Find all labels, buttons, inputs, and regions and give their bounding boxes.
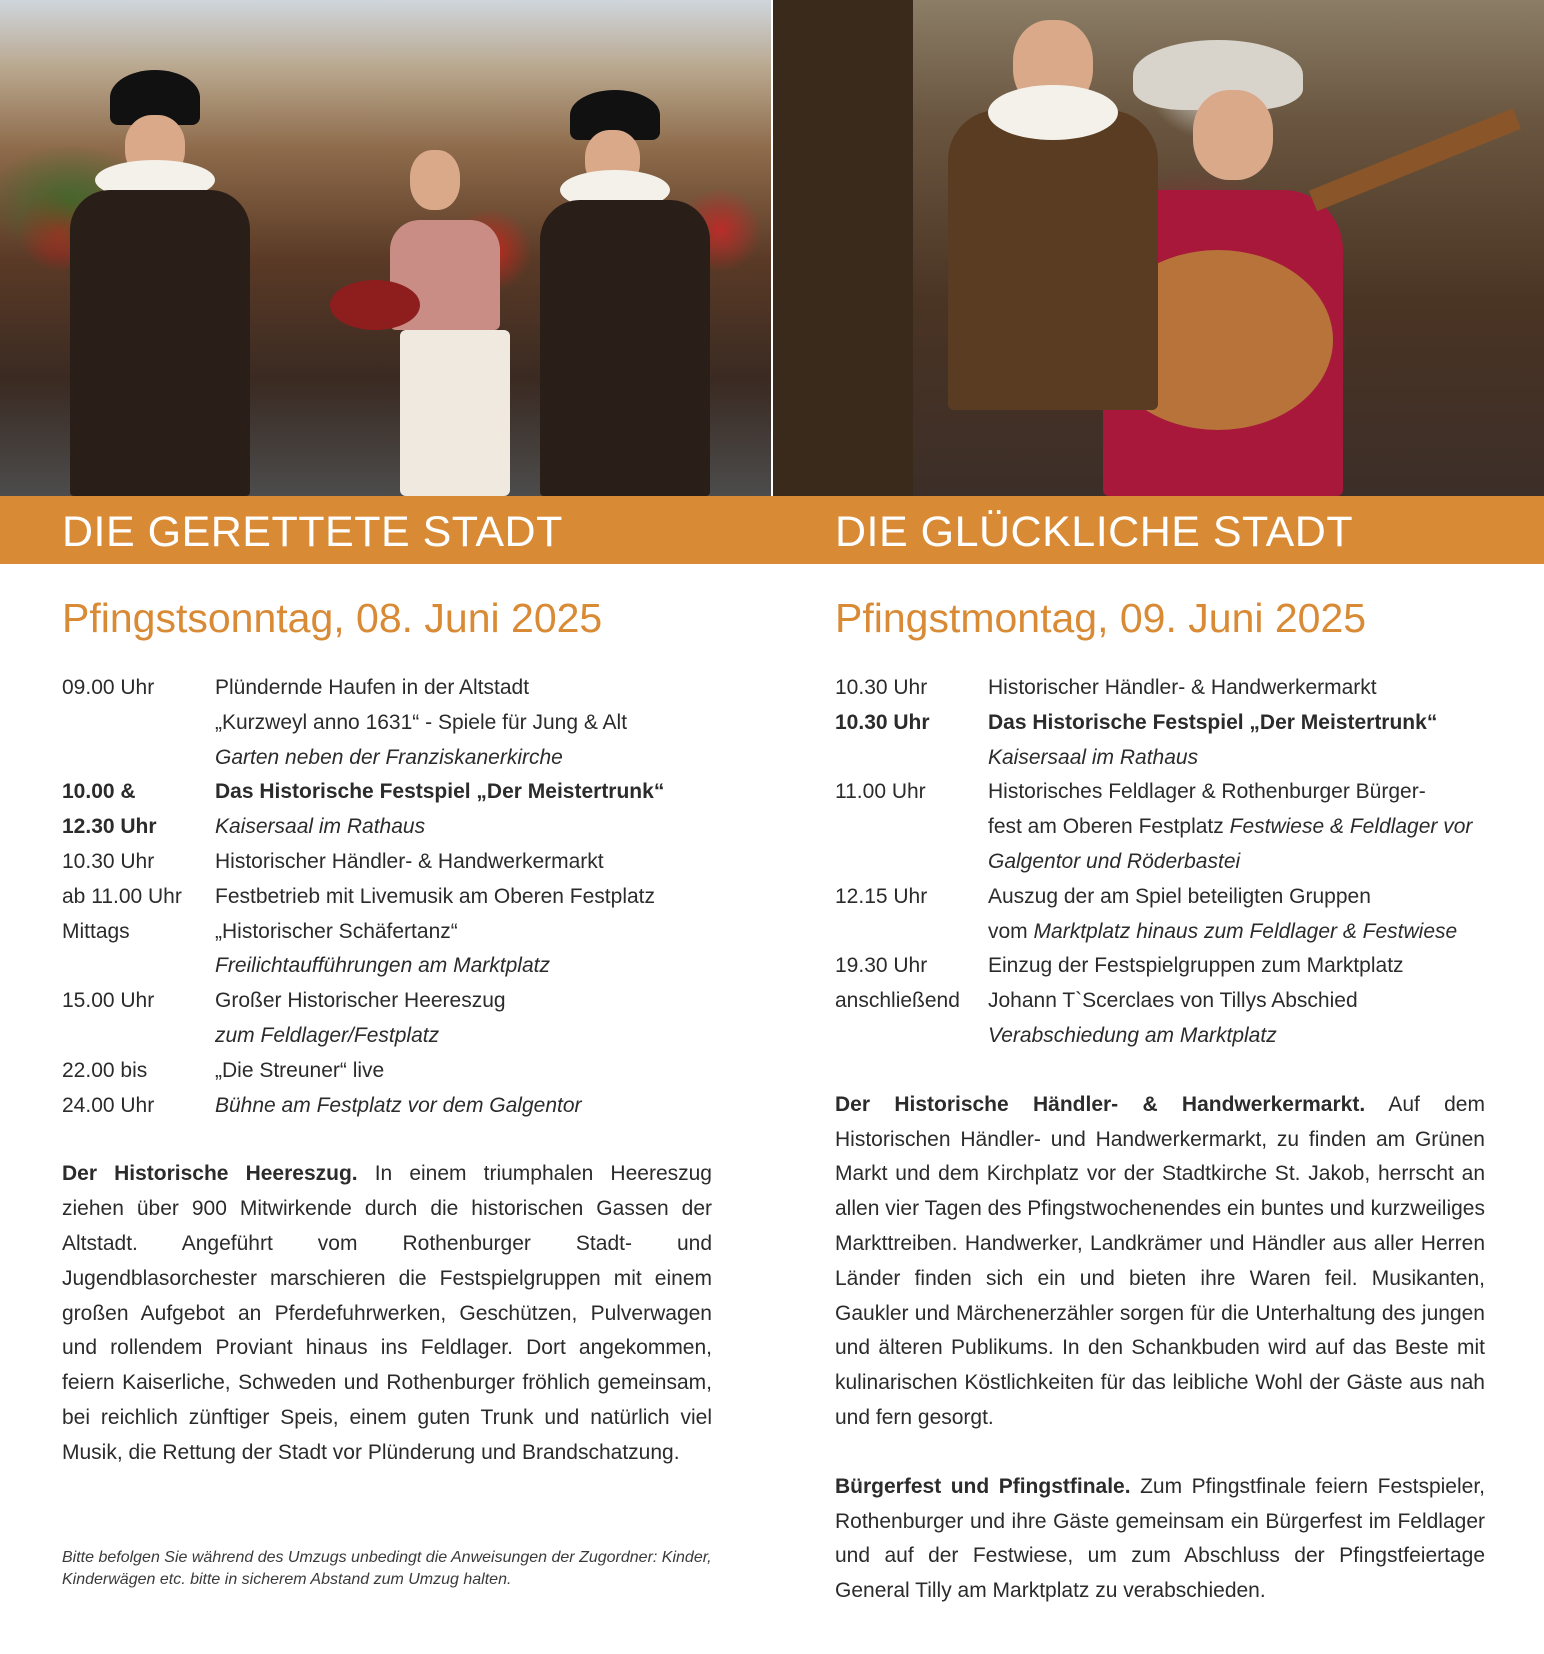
schedule-description [215,949,712,984]
paragraph-heereszug [62,1157,712,1470]
schedule-description-location: Marktplatz hinaus zum Feldlager & Festwiese [1033,919,1458,943]
schedule-description-text: Historischer Händler- & Handwerkermarkt [988,676,1377,699]
paragraph-lead: Bürgerfest und Pfingstfinale. [835,1474,1131,1498]
schedule-time: 10.30 Uhr [62,849,155,873]
photo-lute-player [773,0,1544,496]
schedule-description [215,880,712,915]
schedule-description [988,671,1485,706]
schedule-time: 10.00 & [62,780,136,804]
schedule-time: 15.00 Uhr [62,989,155,1013]
schedule-row [835,810,1485,845]
schedule-description [988,775,1485,810]
schedule-description-text: Kaisersaal im Rathaus [988,745,1199,769]
schedule-row [835,706,1485,741]
schedule-time: 10.30 Uhr [835,676,928,699]
schedule-description [215,810,712,845]
schedule-description-text: Das Historische Festspiel „Der Meistertrunk“ [215,780,665,804]
schedule-time [835,741,988,776]
schedule-description [988,741,1485,776]
schedule-time: 09.00 Uhr [62,676,155,699]
schedule-description-text: Auszug der am Spiel beteiligten Gruppen [988,884,1371,908]
schedule-description-text: „Kurzweyl anno 1631“ - Spiele für Jung & Alt [215,710,628,734]
schedule-time: anschließend [835,989,960,1013]
schedule-row [62,706,712,741]
schedule-time: 19.30 Uhr [835,954,928,978]
date-heading-sunday: Pfingstsonntag, 08. Juni 2025 [62,595,603,641]
schedule-description [215,1089,712,1124]
schedule-time: 11.00 Uhr [835,780,926,804]
schedule-description [988,845,1485,880]
schedule-description-text: Das Historische Festspiel „Der Meistertrunk“ [988,710,1438,734]
paragraph-text: Zum Pfingstfinale feiern Festspieler, Rothenburger und ihre Gäste gemeinsam ein Bürgerfest im Feldlager und auf der Festwiese, um zum Abschluss der Pfingstfeiertage General Tilly am Marktplatz zu verabschieden. [835,1474,1485,1603]
schedule-description [215,1019,712,1054]
schedule-row [835,1019,1485,1054]
schedule-monday [835,671,1485,1054]
safety-note: Bitte befolgen Sie während des Umzugs unbedingt die Anweisungen der Zugordner: Kinder, Kinderwägen etc. bitte in sicherem Abstand zum Umzug halten. [62,1549,712,1588]
schedule-description-text: zum Feldlager/Festplatz [215,1023,440,1047]
schedule-description-text: Verabschiedung am Marktplatz [988,1023,1277,1047]
schedule-description [215,741,712,776]
schedule-row [62,949,712,984]
schedule-row [62,1054,712,1089]
schedule-description-text: Johann T`Scerclaes von Tillys Abschied [988,989,1358,1013]
schedule-description [988,810,1485,845]
schedule-row [835,880,1485,915]
schedule-description [215,845,712,880]
schedule-description-text: Plündernde Haufen in der Altstadt [215,676,530,699]
schedule-description [215,915,712,950]
schedule-row [62,810,712,845]
schedule-description-location: Festwiese & Feldlager vor [1229,815,1473,839]
schedule-row [62,741,712,776]
schedule-description-text: Bühne am Festplatz vor dem Galgentor [215,1093,582,1117]
schedule-row [62,775,712,810]
schedule-description [988,984,1485,1019]
schedule-time [835,810,988,845]
schedule-description-text: Galgentor und Röderbastei [988,849,1241,873]
schedule-row [835,671,1485,706]
schedule-description [988,706,1485,741]
schedule-row [835,915,1485,950]
paragraph-text: Auf dem Historischen Händler- und Handwerkermarkt, zu finden am Grünen Markt und dem Kirchplatz vor der Stadtkirche St. Jakob, herrscht an allen vier Tagen des Pfingstwochenendes ein buntes und kurzweiliges Markttreiben. Handwerker, Landkrämer und Händler aus aller Herren Länder finden sich ein und bieten ihre Waren feil. Musikanten, Gaukler und Märchenerzähler sorgen für die Unterhaltung des jungen und älteren Publikums. In den Schankbuden wird auf das Beste mit kulinarischen Köstlichkeiten für das leibliche Wohl der Gäste aus nah und fern gesorgt. [835,1092,1485,1429]
schedule-time: 12.30 Uhr [62,815,157,839]
schedule-time: Mittags [62,919,130,943]
schedule-row [62,671,712,706]
schedule-description-text: Kaisersaal im Rathaus [215,815,426,839]
date-heading-monday: Pfingstmontag, 09. Juni 2025 [835,595,1367,641]
schedule-description-text: fest am Oberen Festplatz [988,815,1224,839]
schedule-description-text: Festbetrieb mit Livemusik am Oberen Festplatz [215,884,655,908]
schedule-time: 12.15 Uhr [835,884,928,908]
schedule-description [988,915,1485,950]
schedule-time [835,1019,988,1054]
schedule-time: ab 11.00 Uhr [62,884,182,908]
column-sunday [62,590,712,1471]
schedule-row [62,845,712,880]
schedule-description [988,880,1485,915]
schedule-description [215,984,712,1019]
schedule-description-text: Historischer Händler- & Handwerkermarkt [215,849,604,873]
schedule-row [835,741,1485,776]
schedule-description [215,775,712,810]
schedule-time [62,706,215,741]
schedule-description-text: Großer Historischer Heereszug [215,989,506,1013]
schedule-sunday [62,671,712,1123]
paragraph-lead: Der Historische Händler- & Handwerkermarkt. [835,1092,1366,1116]
schedule-row [835,845,1485,880]
schedule-row [835,775,1485,810]
banner-title-left: DIE GERETTETE STADT [62,508,563,556]
schedule-description [215,706,712,741]
schedule-row [62,880,712,915]
schedule-description-text: Einzug der Festspielgruppen zum Marktplatz [988,954,1404,978]
schedule-time [62,741,215,776]
schedule-time: 10.30 Uhr [835,710,930,734]
schedule-description [988,1019,1485,1054]
schedule-row [62,1089,712,1124]
schedule-time [62,949,215,984]
schedule-time [62,1019,215,1054]
schedule-time: 24.00 Uhr [62,1093,155,1117]
schedule-description [988,949,1485,984]
column-monday [835,590,1485,1609]
schedule-row [62,984,712,1019]
schedule-row [835,949,1485,984]
schedule-row [62,915,712,950]
schedule-description [215,671,712,706]
schedule-time: 22.00 bis [62,1058,148,1082]
photo-historical-parade [0,0,771,496]
paragraph-markt [835,1088,1485,1436]
schedule-row [62,1019,712,1054]
paragraph-text: In einem triumphalen Heereszug ziehen über 900 Mitwirkende durch die historischen Gassen der Altstadt. Angeführt vom Rothenburger Stadt- und Jugendblasorchester marschieren die Festspielgruppen mit einem großen Aufgebot an Pferdefuhrwerken, Geschützen, Pulverwagen und rollendem Proviant hinaus ins Feldlager. Dort angekommen, feiern Kaiserliche, Schweden und Rothenburger fröhlich gemeinsam, bei reichlich zünftiger Speis, einem guten Trunk und natürlich viel Musik, die Rettung der Stadt vor Plünderung und Brandschatzung. [62,1162,712,1464]
banner-title-right: DIE GLÜCKLICHE STADT [835,508,1354,556]
schedule-row [835,984,1485,1019]
schedule-description-text: Freilichtaufführungen am Marktplatz [215,954,550,978]
paragraph-lead: Der Historische Heereszug. [62,1162,358,1186]
schedule-description-text: Historisches Feldlager & Rothenburger Bürger- [988,780,1426,804]
schedule-description-text: vom [988,919,1028,943]
paragraph-buergerfest [835,1470,1485,1609]
schedule-description-text: Garten neben der Franziskanerkirche [215,745,563,769]
schedule-description-text: „Historischer Schäfertanz“ [215,919,458,943]
schedule-description [215,1054,712,1089]
schedule-time [835,915,988,950]
schedule-description-text: „Die Streuner“ live [215,1058,385,1082]
schedule-time [835,845,988,880]
